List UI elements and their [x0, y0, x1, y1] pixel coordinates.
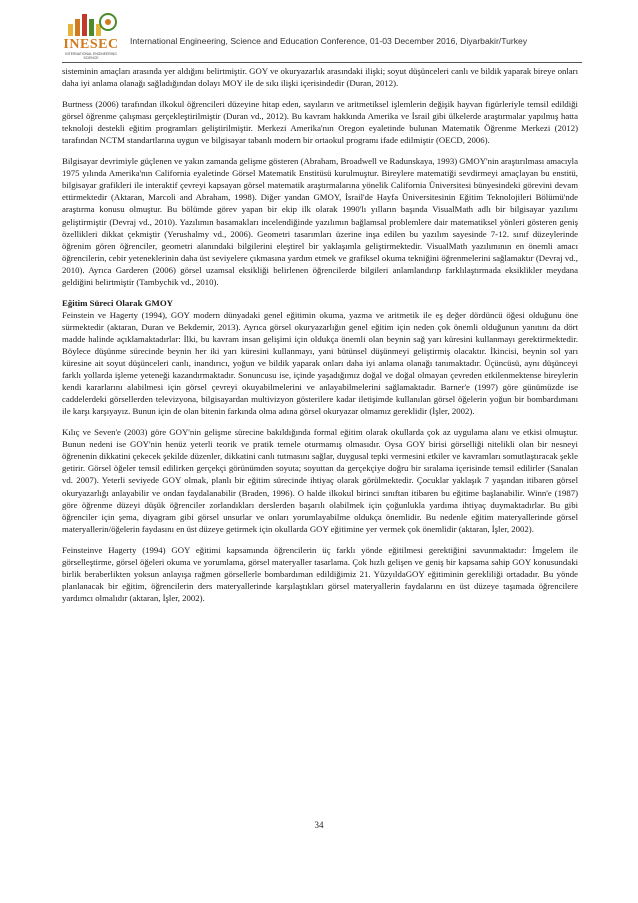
logo-text: INESEC — [63, 37, 119, 52]
paragraph-5: Kılıç ve Seven'e (2003) göre GOY'nin gelişme sürecine bakıldığında formal eğitim olarak okullarda çok az uygulama alanı ve etkisi olmuştur. Bunun nedeni ise GOY'nin henüz yeterli teorik ve pratik temele oturmamış olmasıdır. Oysa GOY birisi görselliği nitelikli olan bir nesneyi öğrenenin dikkatini çekecek şekilde düzenler, dikkatini canlı tutmasını sağlar, duygusal tepki vermesini etkiler ve kavramları somutlaştıracak şekle getirir. Görsel öğeler temsil edilirken gerçekçi görünümden soyuta; soyuttan da gerçekçiye doğru bir sıralama içerisinde temsil edilirler (Sanalan vd. 2007). Yeterli seviyede GOY olmak, planlı bir eğitim sürecinde ihtiyaç olarak görülmektedir. Çocuklar yaklaşık 7 yaşından itibaren görsel okuryazarlığı anlayabilir ve ondan faydalanabilir (Braden, 1996). O halde ilkokul birinci sınıftan itibaren bu eğitime başlanabilir. Winn'e (1987) göre öğrenme düzeyi düşük öğrenciler zorlandıkları derslerden başarılı olabilmek için çoğunlukla yardıma ihtiyaç duymaktadırlar. Bu gibi öğrenciler için şema, diyagram gibi görsel unsurlar ve onları yorumlayabilme oldukça önemlidir. Bu nedenle eğitim materyallerinde görsel materyallerin/öğelerin faydasını en üst düzeye getirmek için okullarda GOY eğitimine yer vermek çok önemlidir (aktaran, İşler, 2002). — [62, 427, 578, 534]
paragraph-4: Feinstein ve Hagerty (1994), GOY modern dünyadaki genel eğitimin okuma, yazma ve aritmetik ile eş değer dördüncü öğesi olduğunu öne sürmektedir (aktaran, Duran ve Bekdemir, 2013). Ayrıca görsel okuryazarlığın genel eğitim için neden çok önemli olduğunun yanıtını da dört madde halinde açıklamaktadırlar: İlki, bu kavram insan gelişimi için oldukça önemli olan beynin sağ yarı küresini kullanmayı gerektirmektedir. Böylece düşünme sürecinde beynin her iki yarı küresini kullanmayı, yani bütünsel düşünmeyi geliştirmiş olacaktır. İkincisi, beynin sol yarı küresine ait soyut düşünceleri canlı, inandırıcı, yoğun ve bildik yaparak onları daha iyi anlama olanağı tanımaktadır. Üçüncüsü, aynı düşünceyi farklı yollarda işleme yeteneği kazandırmaktadır. Sonuncusu ise, içinde yaşadığımız doğal ve doğal olmayan çevreden etkilenmektense bireylerin kendi kararlarını alabilmesi için görsel çevreyi okuyabilmelerini ve anlayabilmelerini sağlamaktadır. Barner'e (1997) göre günümüzde ise caddelerdeki görsellerden televizyona, bilgisayardan multivizyon gösterilere kadar iletişimde kullanılan görsel öğelerin yoğun bir bombardımanı ile karşı karşıyayız. Bunun için de olan bitenin farkında olma adına görsel okuryazar olmamız gereklidir (İşler, 2002). — [62, 309, 578, 417]
section-heading: Eğitim Süreci Olarak GMOY — [62, 297, 174, 308]
main-content — [62, 65, 578, 613]
logo-flame-icon — [62, 10, 120, 38]
paragraph-2: Burtness (2006) tarafından ilkokul öğrencileri düzeyine hitap eden, sayıların ve aritmetiksel işlemlerin değişik hayvan figürleriyle temsil edildiği görsel öğrenme çalışması gerçekleştirilmiştir (Duran vd., 2012). Bu kavram hakkında Amerika ve İsrail gibi ülkelerde araştırmalar yapılmış hatta teknoloji destekli eğitim programları geliştirilmiştir. Merkezi Amerika'nın Oregon eyaletinde bulunan Matematik Öğrenme Merkezi (2012) tarafından NCTM standartlarına uygun ve bilgisayar tabanlı modern bir ortaokul programı ifade edilmiştir (OECD, 2006). — [62, 99, 578, 146]
logo-subtext: INTERNATIONAL ENGINEERING SCIENCE — [65, 52, 117, 60]
paragraph-6: Feinsteinve Hagerty (1994) GOY eğitimi kapsamında öğrencilerin üç farklı yönde eğitilmesi gerektiğini savunmaktadır: İmgelem ile görselleştirme, görsel öğeleri okuma ve yorumlama, görsel materyaller tasarlama. Çok hızlı gelişen ve geniş bir kapsama sahip GOY konusundaki birlik beraberlikten yoksun anlayışa rağmen görsellerle bombardıman edildiğimiz 21. YüzyıldaGOY eğitiminin gerekliliği ortadadır. Bu yönde planlanacak bir eğitim, öğrencilerin ders materyallerinde karşılaştıkları görsel materyallerin faydalarını en üst düzeye taşımada öğrencilere yardımcı olmalıdır (aktaran, İşler, 2002). — [62, 544, 578, 603]
page-number: 34 — [314, 820, 324, 830]
paragraph-3: Bilgisayar devrimiyle güçlenen ve yakın zamanda gelişme gösteren (Abraham, Broadwell ve Radunskaya, 1993) GMOY'nin araştırılması amacıyla 1975 yılında Amerika'nın California eyaletinde Görsel Matematik Enstitüsü kurulmuştur. Bireylere matematiği sevdirmeyi amaçlayan bu enstitü, bilgisayar grafikleri ile interaktif çevreyi kapsayan görsel matematik araştırmalarına yönelik California Üniversitesi bünyesindeki görevini devam ettirmektedir (Aktaran, Marcoli and Abraham, 1998). Diğer yandan GMOY, İsrail'de Hayfa Üniversitesinin Eğitim Teknolojileri Bölümü'nde araştırma konusu olmuştur. Bu bölümde görev yapan bir ekip ilk olarak 1990'lı yılların başında VisualMath adlı bir bilgisayar yazılımı geliştirmiştir (Devraj vd., 2010). Yazılımın basamakları incelendiğinde yazılımın bağlamsal problemlere dair matematiksel yönleri gösteren geniş özellikleri dikkat çekmiştir (Yerushalmy vd., 2006). Geometri tasarımları üzerine inşa edilen bu yazılım sayesinde 7-12. sınıf düzeylerinde öğrenim gören öğrenciler, geometri alanındaki bilgilerini eleştirel bir yaklaşımla geliştirmektedir. VisualMath yazılımının en önemli amacı öğrencilerin, cebir yeteneklerinin daha üst seviyelere çıkmasına yardım etmek ve grafiksel okuma tekniğini öğrenmelerini sağlamaktır (Devraj vd., 2010). Ayrıca Garderen (2006) görsel uzamsal eksikliği belirlenen öğrencilerde bilgileri anlamlandırıp farklılaştırmada eksiklikler meydana geldiğini belirtmiştir (Tambychik vd., 2010). — [62, 156, 578, 287]
conference-title: International Engineering, Science and Education Conference, 01-03 December 2016, Diyarbakir/Turkey — [130, 36, 528, 46]
inesec-logo — [62, 10, 120, 60]
page-header — [62, 10, 582, 63]
paragraph-1: sisteminin amaçları arasında yer aldığını belirtmiştir. GOY ve okuryazarlık arasındaki ilişki; soyut düşünceleri canlı ve bildik yaparak bireye onları daha iyi anlama olanağı sağladığından dolayı MOY ile de sıkı ilişki içerisindedir (Duran, 2012). — [62, 66, 578, 89]
